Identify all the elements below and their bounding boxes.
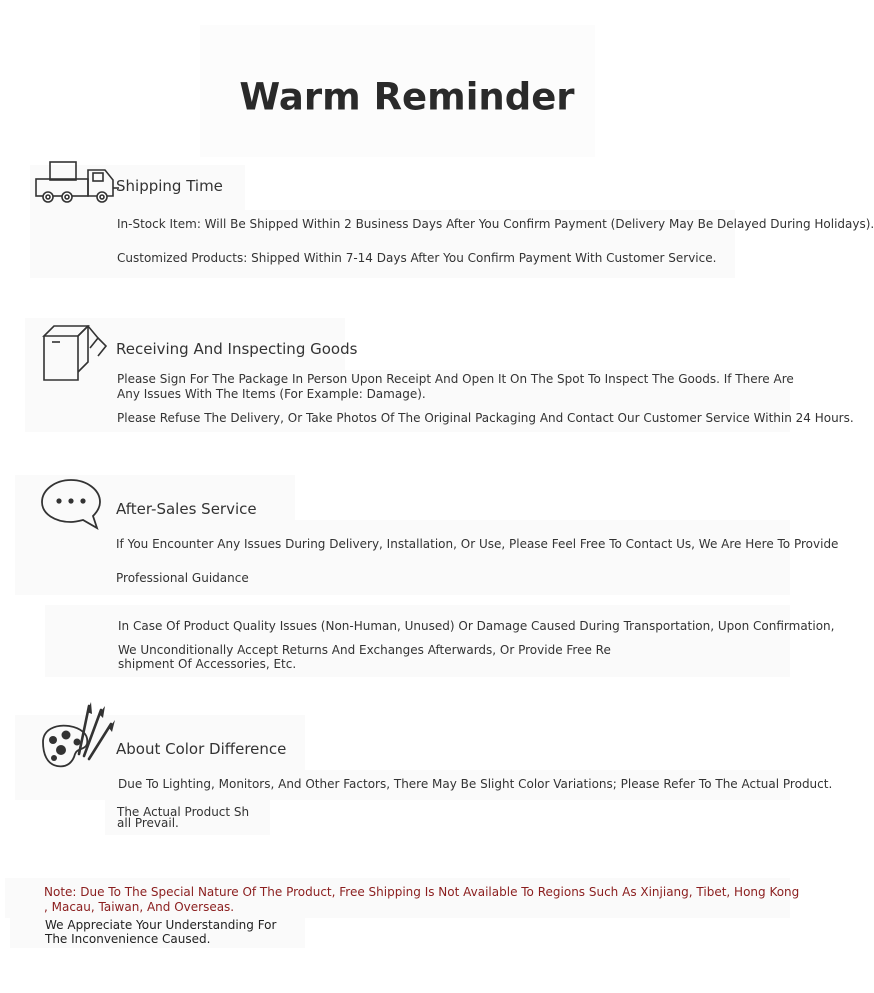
after-sales-heading: After-Sales Service [116, 500, 257, 518]
after-sales-line-contact: If You Encounter Any Issues During Delivery, Installation, Or Use, Please Feel Free To Contact Us, We Are Here To Provide [116, 537, 839, 551]
color-line-variations: Due To Lighting, Monitors, And Other Factors, There May Be Slight Color Variations; Please Refer To The Actual Product. [118, 777, 833, 791]
package-box-icon [40, 322, 110, 386]
after-sales-line-guidance: Professional Guidance [116, 571, 249, 585]
receiving-line-refuse: Please Refuse The Delivery, Or Take Photos Of The Original Packaging And Contact Our Customer Service Within 24 Hours. [117, 411, 854, 425]
shipping-line-instock: In-Stock Item: Will Be Shipped Within 2 Business Days After You Confirm Payment (Delivery May Be Delayed During Holidays). [117, 217, 874, 231]
delivery-truck-icon [33, 158, 123, 206]
chat-bubble-icon [39, 476, 103, 532]
paint-palette-icon [39, 702, 115, 772]
shipping-line-customized: Customized Products: Shipped Within 7-14 Days After You Confirm Payment With Customer Service. [117, 251, 717, 265]
page-title: Warm Reminder [239, 75, 575, 119]
receiving-line-sign: Please Sign For The Package In Person Upon Receipt And Open It On The Spot To Inspect The Goods. If There Are [117, 372, 794, 386]
color-line-prevail-a: The Actual Product Sh [117, 805, 250, 819]
after-sales-line-accessories: shipment Of Accessories, Etc. [118, 657, 297, 671]
receiving-heading: Receiving And Inspecting Goods [116, 340, 358, 358]
after-sales-line-quality: In Case Of Product Quality Issues (Non-Human, Unused) Or Damage Caused During Transportation, Upon Confirmation, [118, 619, 835, 633]
shipping-heading: Shipping Time [116, 177, 223, 195]
title-panel [200, 25, 595, 157]
receiving-line-issues: Any Issues With The Items (For Example: Damage). [117, 387, 426, 401]
note-line-inconvenience: The Inconvenience Caused. [45, 932, 211, 946]
after-sales-line-returns: We Unconditionally Accept Returns And Exchanges Afterwards, Or Provide Free Re [118, 643, 611, 657]
color-heading: About Color Difference [116, 740, 287, 758]
note-line-appreciate: We Appreciate Your Understanding For [45, 918, 277, 932]
color-line-prevail-b: all Prevail. [117, 816, 179, 830]
note-line-regions: , Macau, Taiwan, And Overseas. [44, 900, 235, 914]
note-line-shipping: Note: Due To The Special Nature Of The Product, Free Shipping Is Not Available To Regions Such As Xinjiang, Tibet, Hong Kong [44, 885, 800, 899]
